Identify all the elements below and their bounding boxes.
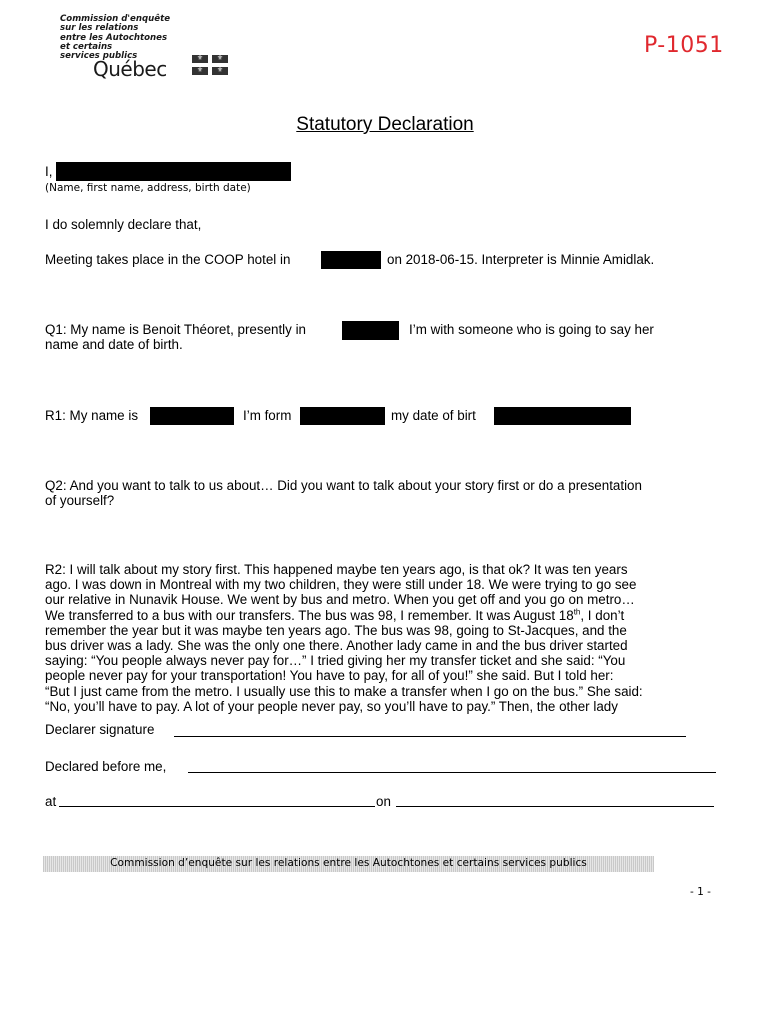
meeting-text-start: Meeting takes place in the COOP hotel in — [45, 252, 291, 267]
logo-line: et certains — [60, 41, 113, 52]
redaction-box — [342, 321, 399, 340]
r2-line-text: We transferred to a bus with our transfers. The bus was 98, I remember. It was August 18 — [45, 607, 574, 623]
document-title: Statutory Declaration — [296, 114, 474, 135]
redaction-box — [150, 407, 234, 425]
logo-line: sur les relations — [60, 23, 139, 34]
at-label: at — [45, 794, 57, 809]
r2-line: “No, you’ll have to pay. A lot of your people never pay, so you’ll have to pay.” Then, the other lady — [45, 698, 618, 714]
ordinal-suffix: th — [573, 607, 581, 617]
q1-text-start: Q1: My name is Benoit Théoret, presently in — [45, 322, 306, 337]
r2-line: people never pay for your transportation! You have to pay, for all of you!” she said. But I told her: — [45, 668, 614, 684]
logo-line: services publics — [60, 51, 138, 62]
r2-line: R2: I will talk about my story first. This happened maybe ten years ago, is that ok? It was ten years — [45, 562, 628, 577]
quebec-flag-icon: ⚜ ⚜ ⚜ ⚜ — [192, 55, 230, 77]
commission-logo-text — [60, 15, 190, 61]
r2-line-tail: , I don’t — [580, 607, 625, 623]
exhibit-number: P-1051 — [644, 33, 724, 58]
r2-line-with-date — [45, 608, 735, 623]
declarer-signature-line[interactable] — [174, 736, 686, 737]
logo-line: entre les Autochtones — [60, 32, 168, 43]
redaction-box — [494, 407, 631, 425]
r2-line: saying: “You people always never pay for…” I tried giving her my transfer ticket and she said: “You — [45, 653, 626, 669]
meeting-text-end: on 2018-06-15. Interpreter is Minnie Amidlak. — [387, 252, 655, 267]
r2-line: ago. I was down in Montreal with my two children, they were still under 18. We were trying to go see — [45, 577, 637, 593]
quebec-wordmark: Québec — [93, 57, 167, 81]
r1-from-label: I’m form — [243, 408, 292, 423]
declarant-hint: (Name, first name, address, birth date) — [45, 182, 251, 194]
declared-before-line[interactable] — [188, 772, 716, 773]
r2-paragraph — [45, 562, 735, 714]
r1-name-label: R1: My name is — [45, 408, 139, 423]
q1-text-end: I’m with someone who is going to say her — [409, 322, 654, 337]
r1-birth-label: my date of birt — [391, 408, 476, 423]
q2-text-line2: of yourself? — [45, 493, 115, 508]
solemn-declaration-line: I do solemnly declare that, — [45, 217, 202, 232]
declarant-prefix: I, — [45, 164, 53, 179]
declared-before-label: Declared before me, — [45, 759, 167, 774]
declarer-signature-label: Declarer signature — [45, 722, 155, 737]
q1-text-line2: name and date of birth. — [45, 337, 183, 352]
redaction-box — [321, 251, 381, 269]
on-line[interactable] — [396, 806, 714, 807]
redaction-box — [56, 162, 291, 181]
at-line[interactable] — [59, 806, 375, 807]
on-label: on — [376, 794, 391, 809]
page-number: - 1 - — [690, 886, 711, 898]
r2-line: “But I just came from the metro. I usually use this to make a transfer when I go on the bus.” She said: — [45, 683, 643, 699]
q2-text-line1: Q2: And you want to talk to us about… Did you want to talk about your story first or do a presentation — [45, 478, 642, 493]
r2-line: remember the year but it was maybe ten years ago. The bus was 98, going to St-Jacques, and the — [45, 622, 627, 638]
redaction-box — [300, 407, 385, 425]
logo-line: Commission d'enquête — [60, 14, 171, 24]
r2-line: bus driver was a lady. She was the only one there. Another lady came in and the bus driver started — [45, 638, 628, 654]
r2-line: our relative in Nunavik House. We went by bus and metro. When you get off and you go on metro… — [45, 592, 635, 608]
footer-commission-name: Commission d’enquête sur les relations entre les Autochtones et certains services publics — [110, 857, 587, 869]
